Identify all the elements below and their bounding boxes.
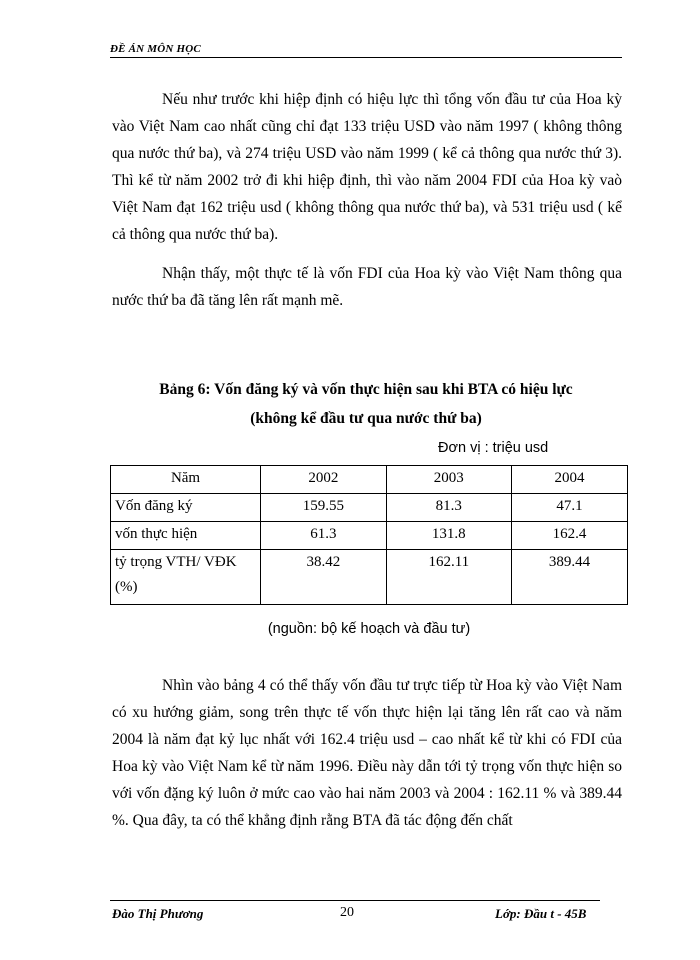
table-subtitle: (không kể đầu tư qua nước thứ ba) <box>250 410 482 427</box>
table-header-row <box>111 466 628 494</box>
table-cell: 131.8 <box>386 522 511 550</box>
table-cell: 47.1 <box>512 494 628 522</box>
row-label-implemented: vốn thực hiện <box>111 522 261 550</box>
row-label-ratio: tỷ trọng VTH/ VĐK (%) <box>111 550 261 605</box>
table-unit: Đơn vị : triệu usd <box>438 440 549 456</box>
header-cell-2003: 2003 <box>386 466 511 494</box>
table-cell: 162.11 <box>386 550 511 605</box>
footer-author: Đào Thị Phương <box>112 906 204 921</box>
header-cell-year: Năm <box>111 466 261 494</box>
header-cell-2004: 2004 <box>512 466 628 494</box>
paragraph-table-analysis: Nhìn vào bảng 4 có thể thấy vốn đầu tư trực tiếp từ Hoa kỳ vào Việt Nam có xu hướng giảm, song trên thực tế vốn thực hiện lại tăng lên rất cao và năm 2004 là năm đạt kỷ lục nhất với 162.4 triệu usd – cao nhất kể từ khi có FDI của Hoa kỳ vào Việt Nam kể từ năm 1996. Điều này dẫn tới tỷ trọng vốn thực hiện so với vốn đặng ký luôn ở mức cao vào hai năm 2003 và 2004 : 162.11 % và 389.44 %. Qua đây, ta có thể khẳng định rằng BTA đã tác động đến chất <box>112 677 622 829</box>
header-divider <box>110 57 622 58</box>
row-label-registered: Vốn đăng ký <box>111 494 261 522</box>
header-cell-2002: 2002 <box>261 466 387 494</box>
footer-class: Lớp: Đầu t - 45B <box>495 906 587 921</box>
header-label: ĐỀ ÁN MÔN HỌC <box>110 43 201 55</box>
page-number: 20 <box>340 905 354 920</box>
table-cell: 81.3 <box>386 494 511 522</box>
table-row <box>111 522 628 550</box>
paragraph-fdi-before-agreement: Nếu như trước khi hiệp định có hiệu lực thì tổng vốn đầu tư của Hoa kỳ vào Việt Nam cao nhất cũng chỉ đạt 133 triệu USD vào năm 1997 ( không thông qua nước thứ ba), và 274 triệu USD vào năm 1999 ( kể cả thông qua nước thứ 3). Thì kể từ năm 2002 trở đi khi hiệp định, thì vào năm 2004 FDI của Hoa kỳ vaò Việt Nam đạt 162 triệu usd ( không thông qua nước thứ ba), và 531 triệu usd ( kể cả thông qua nước thứ ba). <box>112 91 622 243</box>
table-cell: 159.55 <box>261 494 387 522</box>
table-cell: 389.44 <box>512 550 628 605</box>
table-source: (nguồn: bộ kế hoạch và đầu tư) <box>267 621 471 637</box>
paragraph-third-country-observation: Nhận thấy, một thực tế là vốn FDI của Hoa kỳ vào Việt Nam thông qua nước thứ ba đã tăng lên rất mạnh mẽ. <box>112 265 622 309</box>
table-cell: 162.4 <box>512 522 628 550</box>
table-title: Bảng 6: Vốn đăng ký và vốn thực hiện sau khi BTA có hiệu lực <box>159 381 573 398</box>
capital-table <box>110 465 628 605</box>
table-row <box>111 494 628 522</box>
footer-divider <box>110 900 600 901</box>
table-row <box>111 550 628 605</box>
table-cell: 61.3 <box>261 522 387 550</box>
table-cell: 38.42 <box>261 550 387 605</box>
